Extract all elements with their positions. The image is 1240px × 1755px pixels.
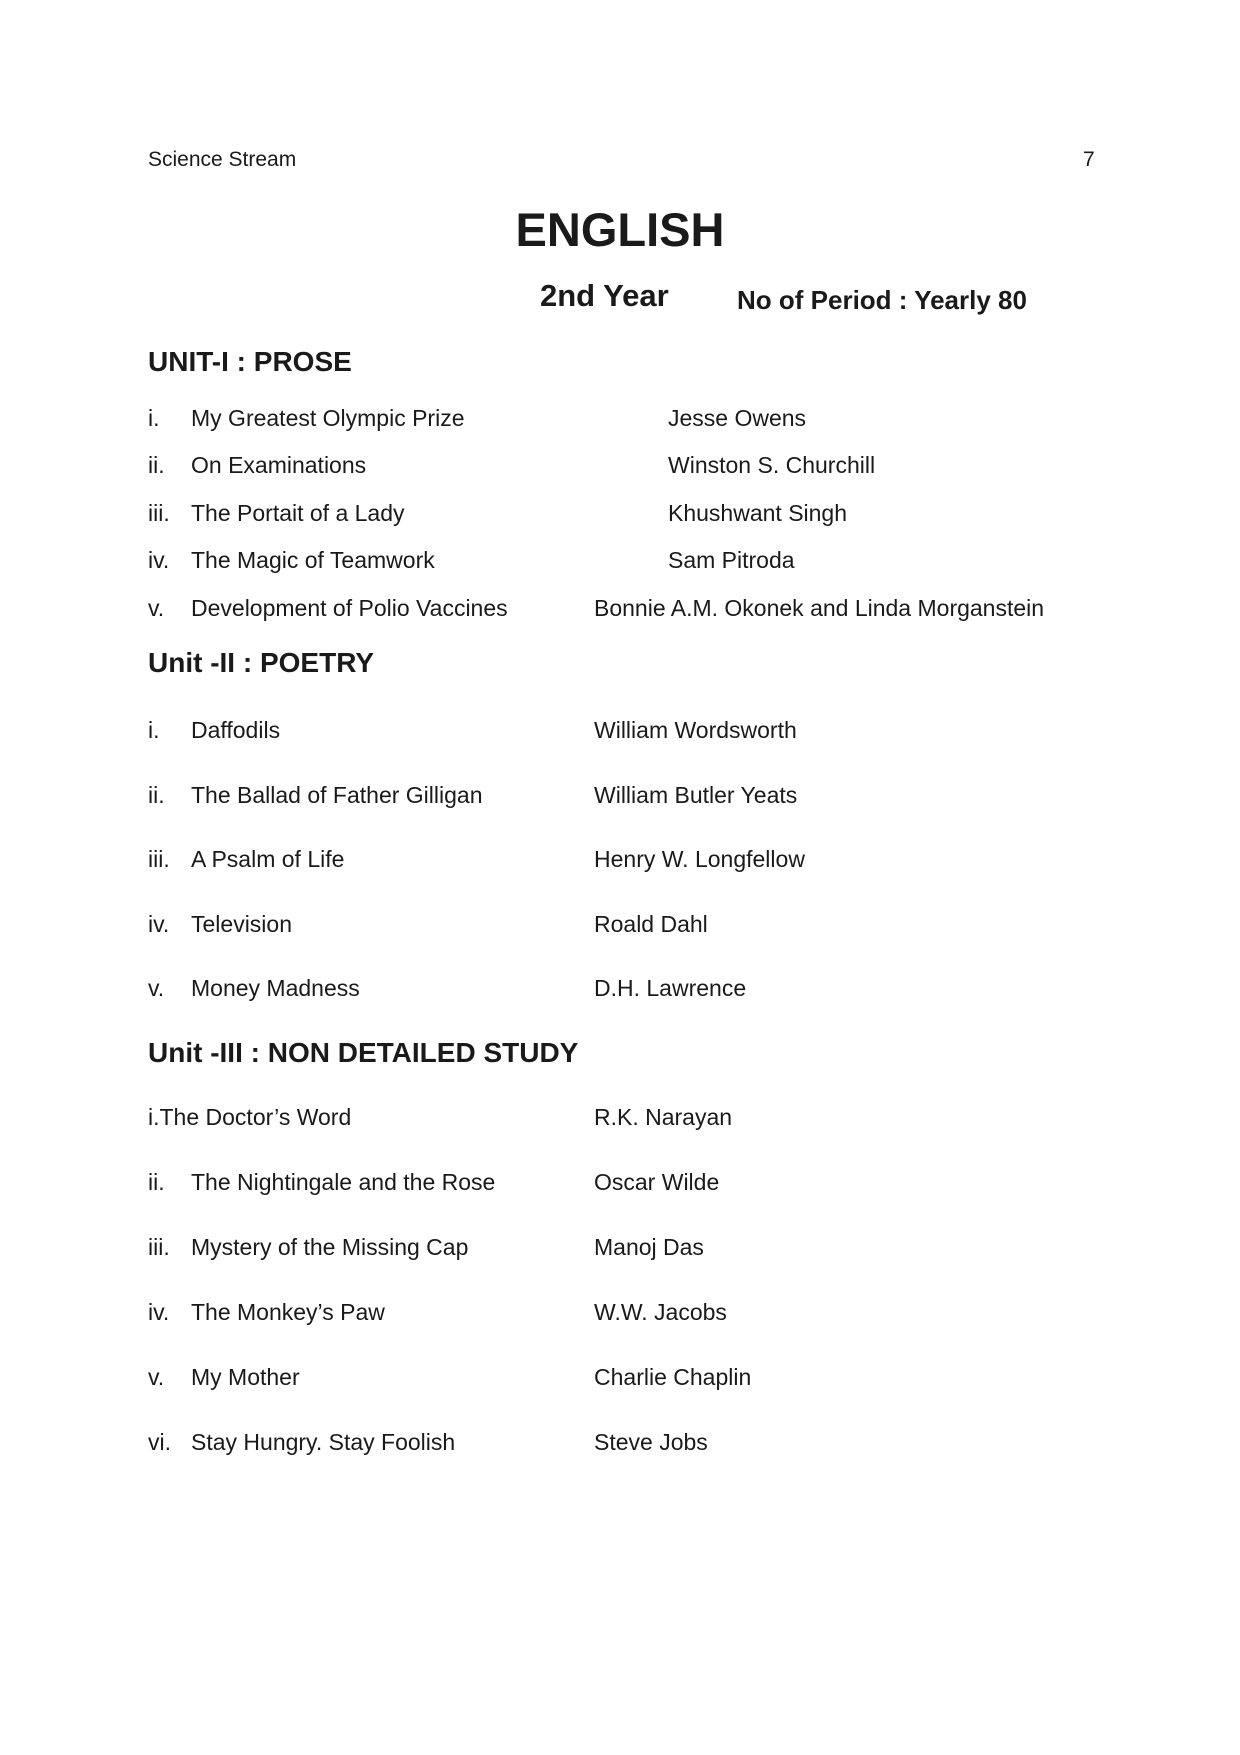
list-item xyxy=(0,405,1240,435)
item-title: The Ballad of Father Gilligan xyxy=(191,782,483,808)
item-number: iv. xyxy=(148,547,170,573)
item-author: Khushwant Singh xyxy=(668,500,848,526)
item-title: Stay Hungry. Stay Foolish xyxy=(191,1429,456,1455)
item-title: Money Madness xyxy=(191,975,360,1001)
item-title: On Examinations xyxy=(191,452,367,478)
list-item xyxy=(0,1429,1240,1459)
item-title: A Psalm of Life xyxy=(191,846,345,872)
list-item xyxy=(0,1234,1240,1264)
list-item xyxy=(0,595,1240,625)
page-number: 7 xyxy=(1083,148,1095,171)
item-title: The Portait of a Lady xyxy=(191,500,405,526)
item-author: D.H. Lawrence xyxy=(594,975,747,1001)
list-item xyxy=(0,782,1240,812)
item-author: Henry W. Longfellow xyxy=(594,846,805,872)
item-author: Bonnie A.M. Okonek and Linda Morganstein xyxy=(594,595,1045,621)
page-title: ENGLISH xyxy=(515,203,725,256)
item-author: Steve Jobs xyxy=(594,1429,708,1455)
item-author: R.K. Narayan xyxy=(594,1104,733,1130)
item-title: The Magic of Teamwork xyxy=(191,547,435,573)
item-title: The Monkey’s Paw xyxy=(191,1299,385,1325)
item-author: William Wordsworth xyxy=(594,717,797,743)
list-item xyxy=(0,1104,1240,1134)
item-title: The Nightingale and the Rose xyxy=(191,1169,496,1195)
item-author: Roald Dahl xyxy=(594,911,708,937)
list-item xyxy=(0,717,1240,747)
item-title: My Greatest Olympic Prize xyxy=(191,405,465,431)
year-label: 2nd Year xyxy=(540,278,669,313)
item-number: ii. xyxy=(148,452,165,478)
unit-2-heading: Unit -II : POETRY xyxy=(148,647,375,678)
item-number: iii. xyxy=(148,846,170,872)
item-number: iv. xyxy=(148,1299,170,1325)
item-author: William Butler Yeats xyxy=(594,782,798,808)
item-author: Sam Pitroda xyxy=(668,547,795,573)
list-item xyxy=(0,911,1240,941)
list-item xyxy=(0,452,1240,482)
item-author: Manoj Das xyxy=(594,1234,704,1260)
unit-3-heading: Unit -III : NON DETAILED STUDY xyxy=(148,1037,579,1068)
item-title: My Mother xyxy=(191,1364,300,1390)
item-title: i.The Doctor’s Word xyxy=(148,1104,352,1130)
unit-1-heading: UNIT-I : PROSE xyxy=(148,346,352,377)
period-label: No of Period : Yearly 80 xyxy=(737,285,1027,315)
item-number: i. xyxy=(148,405,160,431)
list-item xyxy=(0,1364,1240,1394)
item-author: Winston S. Churchill xyxy=(668,452,876,478)
item-title: Daffodils xyxy=(191,717,281,743)
item-number: iii. xyxy=(148,1234,170,1260)
item-author: Jesse Owens xyxy=(668,405,807,431)
item-number: v. xyxy=(148,975,165,1001)
running-head: Science Stream xyxy=(148,148,297,171)
item-number: iii. xyxy=(148,500,170,526)
list-item xyxy=(0,500,1240,530)
item-number: ii. xyxy=(148,782,165,808)
item-title: Mystery of the Missing Cap xyxy=(191,1234,469,1260)
list-item xyxy=(0,1169,1240,1199)
list-item xyxy=(0,846,1240,876)
item-number: iv. xyxy=(148,911,170,937)
item-title: Development of Polio Vaccines xyxy=(191,595,508,621)
item-title: Television xyxy=(191,911,292,937)
item-number: v. xyxy=(148,595,165,621)
item-number: ii. xyxy=(148,1169,165,1195)
item-author: W.W. Jacobs xyxy=(594,1299,727,1325)
list-item xyxy=(0,975,1240,1005)
item-author: Charlie Chaplin xyxy=(594,1364,752,1390)
list-item xyxy=(0,547,1240,577)
list-item xyxy=(0,1299,1240,1329)
item-number: vi. xyxy=(148,1429,171,1455)
item-number: v. xyxy=(148,1364,165,1390)
item-number: i. xyxy=(148,717,160,743)
item-author: Oscar Wilde xyxy=(594,1169,720,1195)
